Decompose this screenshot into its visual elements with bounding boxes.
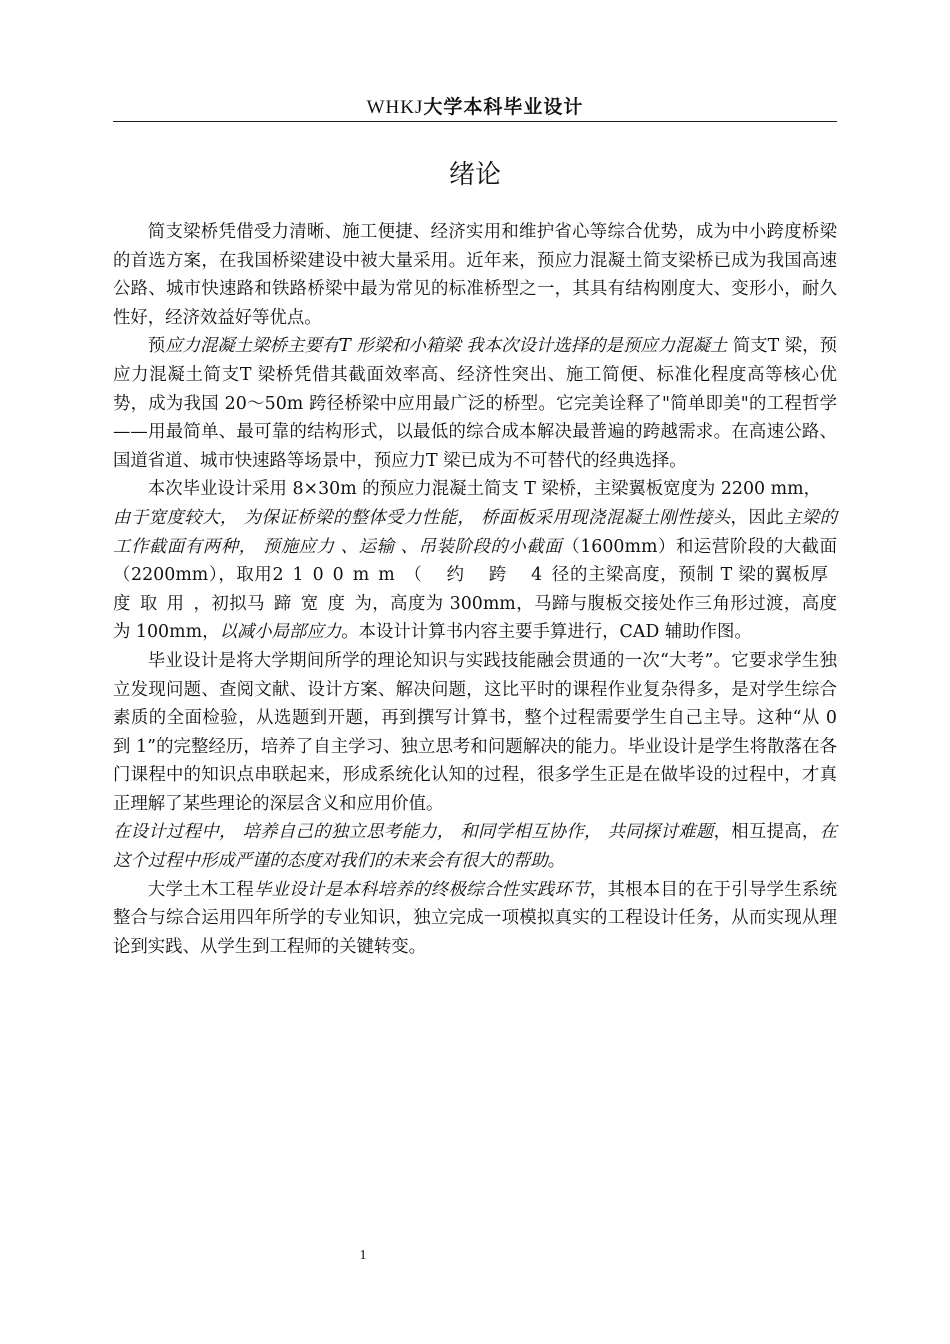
p4-text-g: 的主梁高度，预制 T 梁的翼板 — [569, 565, 811, 586]
body-text — [113, 218, 837, 961]
p7-italic-b: 毕业设计是本科培养的终极综合性实践环节 — [253, 879, 590, 900]
chapter-heading: 绪论 — [448, 160, 501, 190]
paragraph-2 — [113, 332, 837, 475]
paragraph-4 — [113, 504, 837, 647]
paragraph-3: 本次毕业设计采用 8×30m 的预应力混凝土简支 T 梁桥，主梁翼板宽度为 2200 mm， — [147, 479, 821, 500]
p4-text-e: 2100mm（ 约 跨 4 — [272, 565, 552, 586]
p4-italic-l: 以减小局部应力 — [219, 622, 342, 643]
p4-text-f: 径 — [551, 565, 570, 586]
p2-text-c: 简支T 梁，预应力混凝土简支T 梁桥凭借其截面效率高、经济性突出、施工简便、标准化程度高等核心优势，成为我国 20～50m 跨径桥梁中应用最广泛的桥型。它完美诠释了"简单即美"的工程哲学——用最简单、最可靠的结构形式，以最低的综合成本解决最普遍的跨越需求。在高速公路、国道省道、城市快速路等场景中，预应力T 梁已成为不可替代的经典选择。 — [113, 336, 837, 471]
p2-text-a: 预 — [147, 336, 166, 357]
paragraph-6 — [113, 818, 837, 875]
p4-text-k: 为，高度为 300mm，马蹄与腹板交接处作三角形过渡，高度为 100mm， — [113, 593, 837, 643]
page-number: 1 — [359, 1248, 367, 1263]
p4-text-h: 厚度取用 — [113, 565, 837, 614]
p4-text-j: 马蹄宽度 — [247, 593, 355, 614]
p6-italic-c: 在这个过程中形成严谨的态度对我们的未来会有很大的帮助 — [113, 822, 837, 872]
p4-text-i: ，初拟 — [193, 593, 248, 614]
header-prefix: WHKJ — [366, 97, 424, 118]
header-rule — [113, 121, 837, 122]
p6-italic-a: 在设计过程中， 培养自己的独立思考能力， 和同学相互协作， 共同探讨难题 — [113, 822, 714, 843]
p4-italic-a: 由于宽度较大， 为保证桥梁的整体受力性能， 桥面板采用现浇混凝土刚性接头 — [113, 507, 731, 528]
p7-text-c: ，其根本目的在于引导学生系统整合与综合运用四年所学的专业知识，独立完成一项模拟真实的工程设计任务，从而实现从理论到实践、从学生到工程师的关键转变。 — [113, 879, 837, 957]
p4-text-b: ，因此 — [730, 507, 784, 528]
p7-text-a: 大学土木工程 — [147, 879, 254, 900]
page-header — [113, 94, 837, 121]
p6-text-b: ，相互提高， — [713, 822, 820, 843]
p6-text-d: 。 — [547, 851, 566, 872]
p4-text-d: （1600mm）和运营阶段的大截面（2200mm），取用 — [113, 536, 837, 586]
p4-text-m: 。本设计计算书内容主要手算进行，CAD 辅助作图。 — [341, 622, 752, 643]
paragraph-1: 简支梁桥凭借受力清晰、施工便捷、经济实用和维护省心等综合优势，成为中小跨度桥梁的首选方案，在我国桥梁建设中被大量采用。近年来，预应力混凝土简支梁桥已成为我国高速公路、城市快速路和铁路桥梁中最为常见的标准桥型之一，其具有结构刚度大、变形小，耐久性好，经济效益好等优点。 — [113, 222, 837, 328]
paragraph-5: 毕业设计是将大学期间所学的理论知识与实践技能融会贯通的一次“大考”。它要求学生独立发现问题、查阅文献、设计方案、解决问题，这比平时的课程作业复杂得多，是对学生综合素质的全面检验，从选题到开题，再到撰写计算书，整个过程需要学生自己主导。这种“从 0 到 1”的完整经历，培养了自主学习、独立思考和问题解决的能力。毕业设计是学生将散落在各门课程中的知识点串联起来，形成系统化认知的过程，很多学生正是在做毕设的过程中，才真正理解了某些理论的深层含义和应用价值。 — [113, 650, 837, 814]
p2-italic-b: 应力混凝土梁桥主要有T 形梁和小箱梁 我本次设计选择的是预应力混凝土 — [165, 336, 728, 357]
paragraph-7 — [113, 876, 837, 962]
header-title: 大学本科毕业设计 — [423, 96, 584, 118]
p4-italic-c: 主梁的工作截面有两种， 预施应力 、运输 、吊装阶段的小截面 — [113, 507, 837, 557]
